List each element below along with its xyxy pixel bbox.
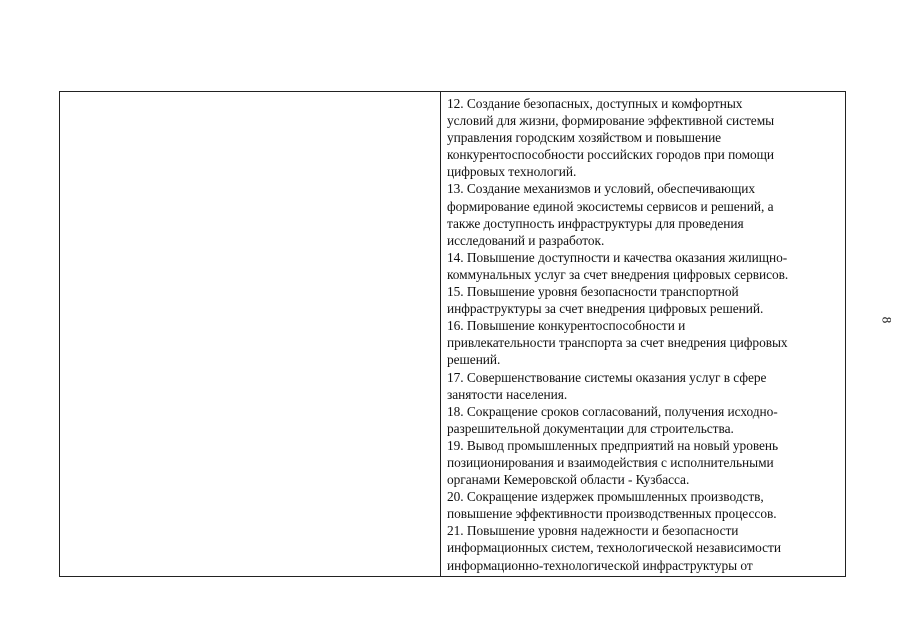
text-line: разрешительной документации для строительства. xyxy=(447,420,734,436)
text-line: 19. Вывод промышленных предприятий на новый уровень xyxy=(447,437,779,453)
text-line: привлекательности транспорта за счет внедрения цифровых xyxy=(447,335,788,351)
text-line: цифровых технологий. xyxy=(447,164,577,180)
text-line: занятости населения. xyxy=(447,386,568,402)
text-line: 17. Совершенствование системы оказания услуг в сфере xyxy=(447,369,767,385)
text-line: информационных систем, технологической независимости xyxy=(447,540,781,556)
text-line: 12. Создание безопасных, доступных и комфортных xyxy=(447,96,743,111)
text-line: управления городским хозяйством и повышение xyxy=(447,130,722,146)
text-line: коммунальных услуг за счет внедрения цифровых сервисов. xyxy=(447,266,789,282)
text-line: 21. Повышение уровня надежности и безопасности xyxy=(447,523,739,539)
text-line: 18. Сокращение сроков согласований, получения исходно- xyxy=(447,403,778,419)
text-line: решений. xyxy=(447,352,501,368)
text-line: 16. Повышение конкурентоспособности и xyxy=(447,318,686,334)
text-line: позиционирования и взаимодействия с исполнительными xyxy=(447,454,774,470)
text-line: 13. Создание механизмов и условий, обеспечивающих xyxy=(447,181,756,197)
table-cell-left-empty xyxy=(60,92,441,576)
text-line: инфраструктуры за счет внедрения цифровых решений. xyxy=(447,301,764,317)
text-line: исследований и разработок. xyxy=(447,232,605,248)
text-line: конкурентоспособности российских городов при помощи xyxy=(447,147,775,163)
text-line: повышение эффективности производственных процессов. xyxy=(447,506,777,522)
text-line: также доступность инфраструктуры для проведения xyxy=(447,215,744,231)
text-line: 14. Повышение доступности и качества оказания жилищно- xyxy=(447,249,788,265)
document-table xyxy=(59,91,846,577)
table-cell-right-text xyxy=(441,92,845,576)
text-line: формирование единой экосистемы сервисов и решений, а xyxy=(447,198,774,214)
text-line: органами Кемеровской области - Кузбасса. xyxy=(447,472,690,488)
text-line: условий для жизни, формирование эффективной системы xyxy=(447,113,775,129)
text-line: 20. Сокращение издержек промышленных производств, xyxy=(447,489,764,505)
text-line: информационно-технологической инфраструктуры от xyxy=(447,557,753,573)
page-number: 8 xyxy=(879,316,895,324)
text-line: 15. Повышение уровня безопасности транспортной xyxy=(447,284,739,300)
